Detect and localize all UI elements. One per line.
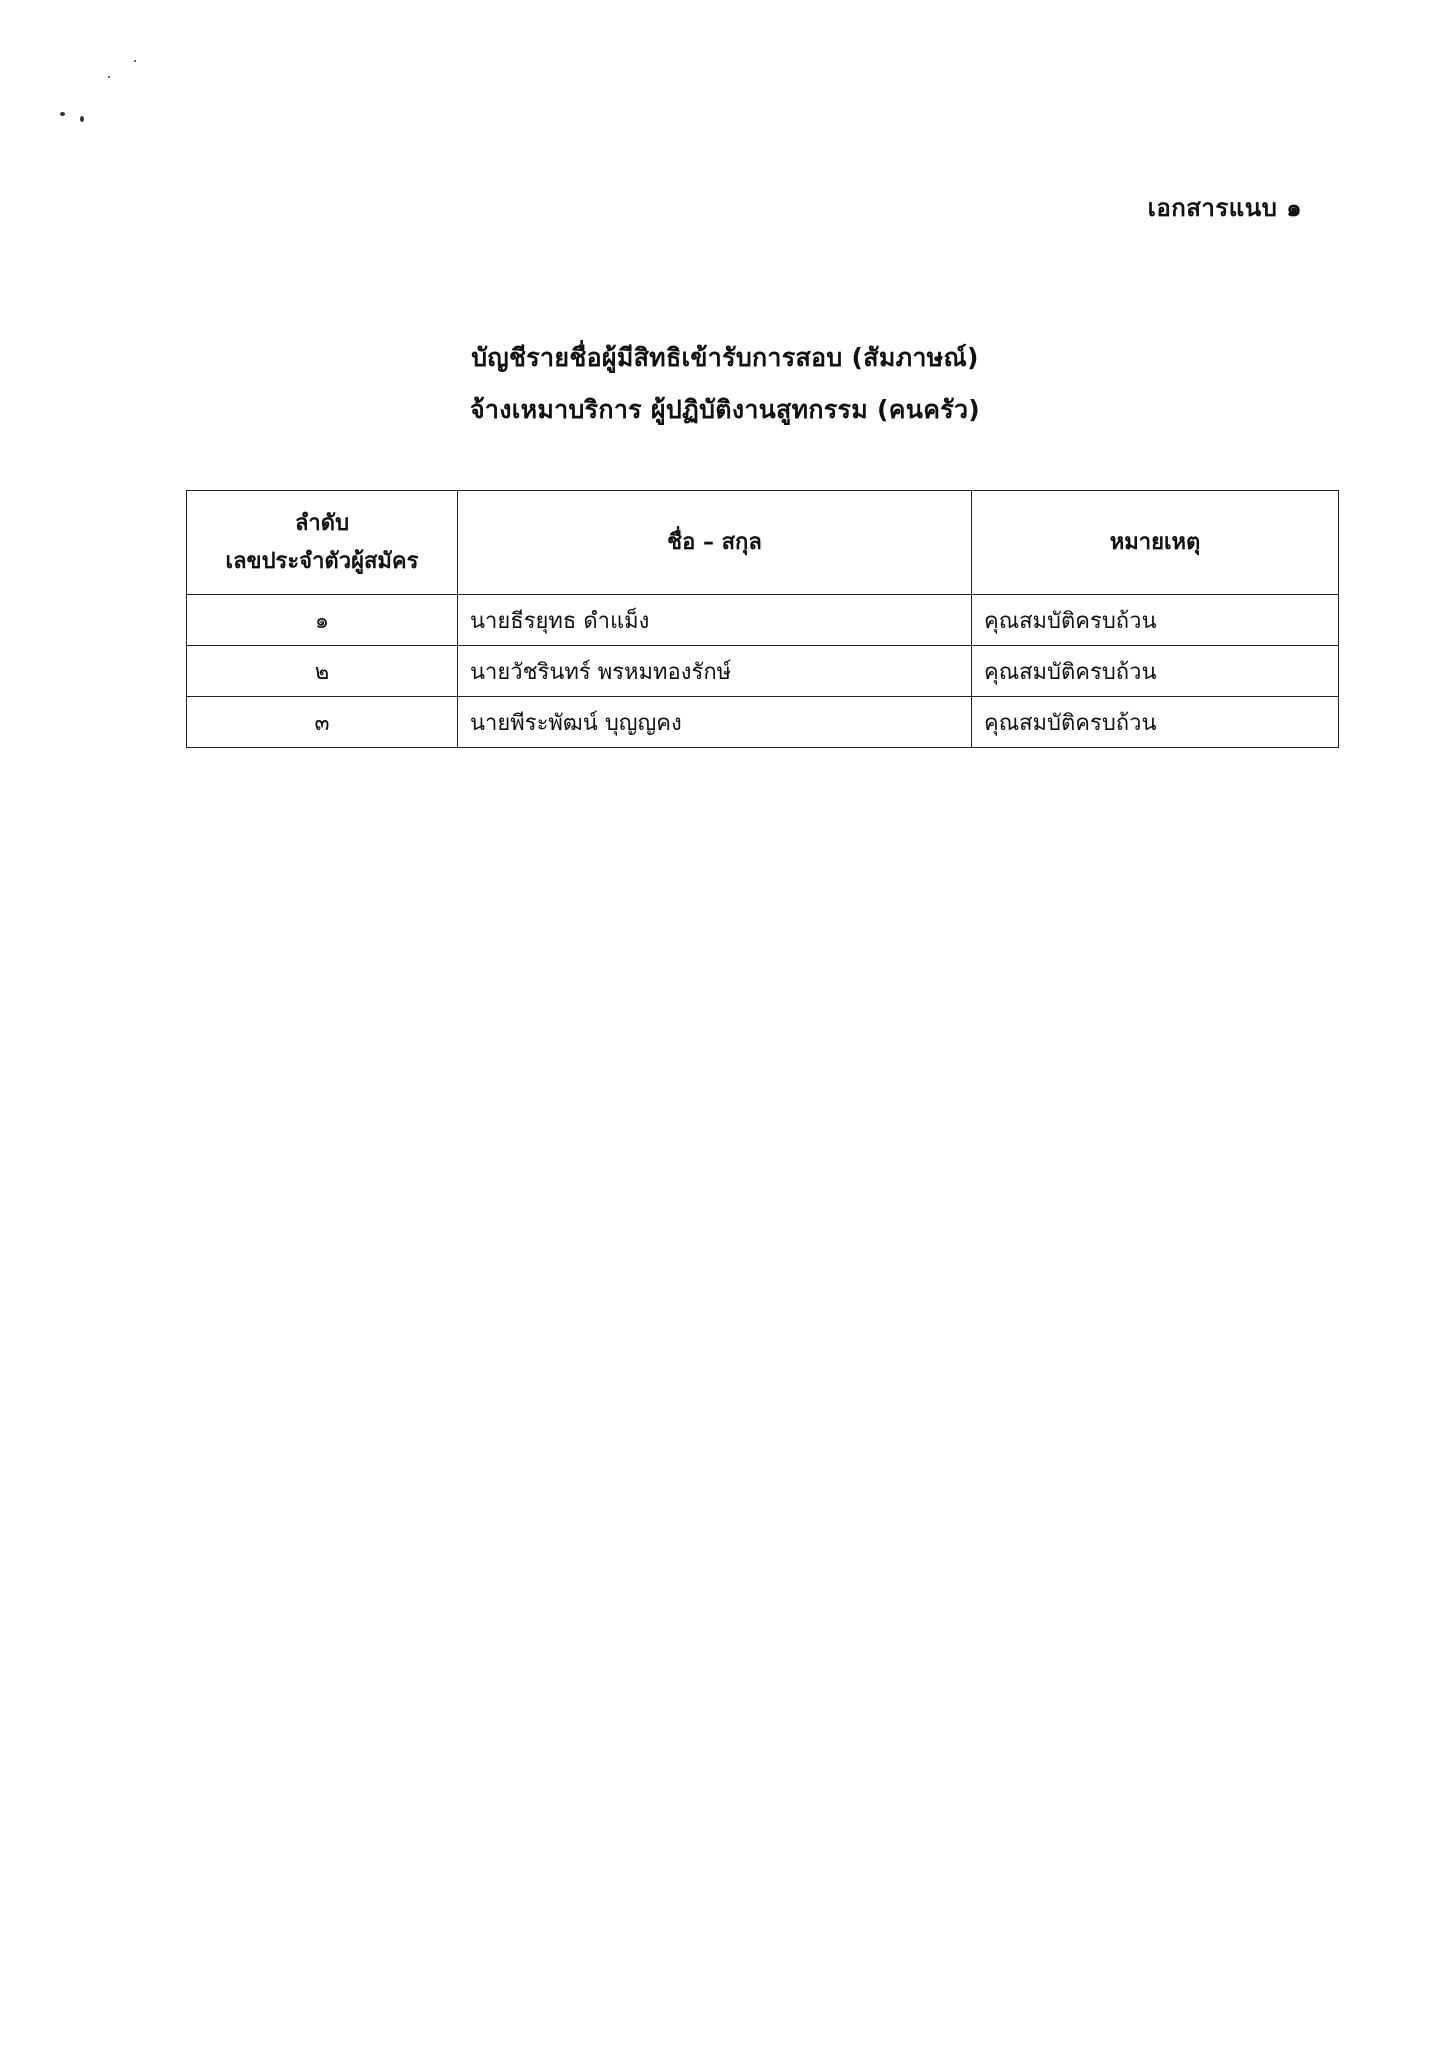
header-sequence-id: [187, 491, 458, 595]
scan-speck: [60, 112, 65, 116]
table-row: [187, 595, 1339, 646]
row-name: นายธีรยุทธ ดำแม็ง: [458, 595, 972, 646]
header-name: ชื่อ – สกุล: [458, 491, 972, 595]
table-row: [187, 646, 1339, 697]
row-name: นายวัชรินทร์ พรหมทองรักษ์: [458, 646, 972, 697]
row-remark: คุณสมบัติครบถ้วน: [972, 595, 1339, 646]
row-number: ๓: [187, 697, 458, 748]
scan-speck: [80, 116, 84, 122]
row-remark: คุณสมบัติครบถ้วน: [972, 697, 1339, 748]
title-line-1: บัญชีรายชื่อผู้มีสิทธิเข้ารับการสอบ (สัมภาษณ์): [471, 343, 979, 372]
attachment-label: เอกสารแนบ ๑: [1147, 194, 1302, 222]
header-sequence-label: ลำดับ: [294, 510, 350, 536]
document-title: [0, 332, 1450, 436]
row-number: ๑: [187, 595, 458, 646]
scan-speck: [108, 76, 110, 78]
table-header-row: [187, 491, 1339, 595]
row-number: ๒: [187, 646, 458, 697]
header-applicant-id-label: เลขประจำตัวผู้สมัคร: [225, 548, 419, 574]
scan-speck: [134, 60, 136, 62]
row-remark: คุณสมบัติครบถ้วน: [972, 646, 1339, 697]
table-row: [187, 697, 1339, 748]
title-line-2: จ้างเหมาบริการ ผู้ปฏิบัติงานสูทกรรม (คนครัว): [469, 395, 981, 424]
candidate-table: [186, 490, 1339, 748]
header-remark: หมายเหตุ: [972, 491, 1339, 595]
row-name: นายพีระพัฒน์ บุญญคง: [458, 697, 972, 748]
